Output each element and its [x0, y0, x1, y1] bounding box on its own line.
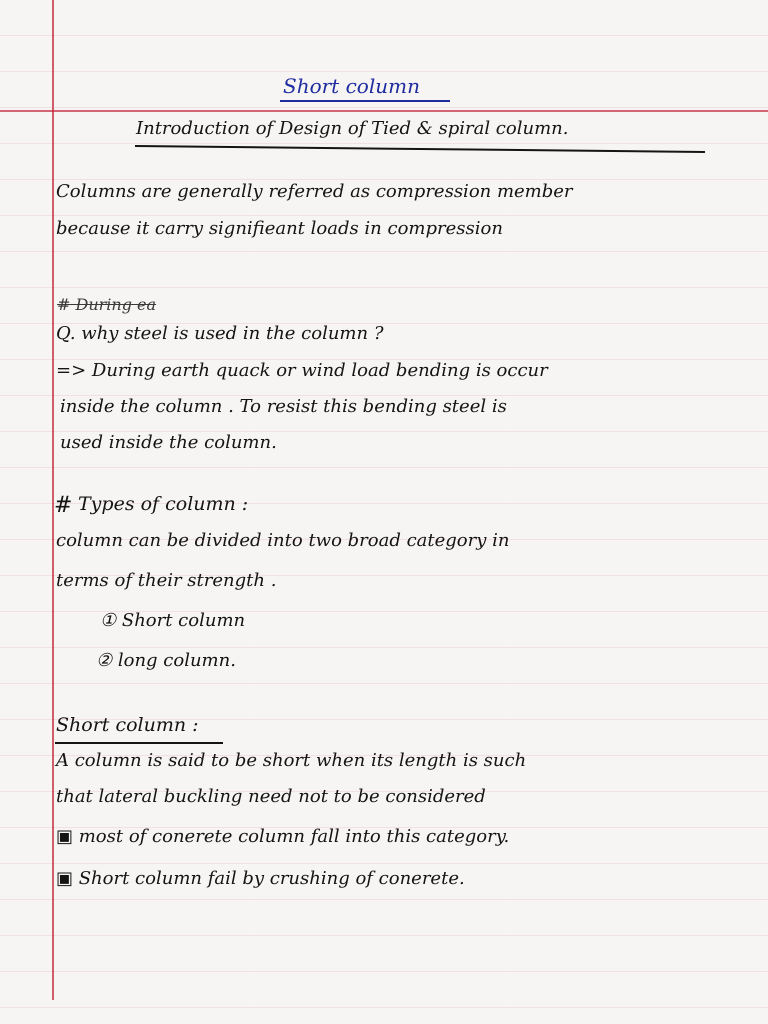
- short-line-1: A column is said to be short when its length is such: [56, 750, 527, 771]
- types-list-item-2: ② long column.: [96, 650, 236, 671]
- short-line-2: that lateral buckling need not to be considered: [56, 786, 486, 807]
- answer-line-1: => During earth quack or wind load bending is occur: [56, 360, 548, 381]
- types-list-item-1: ① Short column: [100, 610, 246, 631]
- types-line-1: column can be divided into two broad category in: [56, 530, 510, 551]
- header-line: [0, 110, 768, 112]
- subtitle-underline: [135, 145, 705, 152]
- short-line-3: ▣ most of conerete column fall into this category.: [56, 826, 510, 847]
- answer-line-2: inside the column . To resist this bending steel is: [60, 396, 507, 417]
- page-title: Short column: [283, 74, 420, 98]
- short-line-4: ▣ Short column fail by crushing of conerete.: [56, 868, 465, 889]
- intro-line-2: because it carry signifieant loads in compression: [56, 218, 503, 239]
- types-line-2: terms of their strength .: [56, 570, 277, 591]
- intro-line-1: Columns are generally referred as compression member: [56, 181, 573, 202]
- title-underline: [280, 100, 450, 102]
- struck-text: # During ea: [57, 295, 157, 314]
- types-heading: Types of column :: [78, 493, 249, 515]
- short-heading-underline: [55, 742, 223, 744]
- types-hash: #: [54, 493, 73, 518]
- answer-line-3: used inside the column.: [60, 432, 277, 453]
- subtitle: Introduction of Design of Tied & spiral column.: [136, 118, 569, 139]
- short-heading: Short column :: [56, 714, 199, 736]
- question-line: Q. why steel is used in the column ?: [56, 323, 384, 344]
